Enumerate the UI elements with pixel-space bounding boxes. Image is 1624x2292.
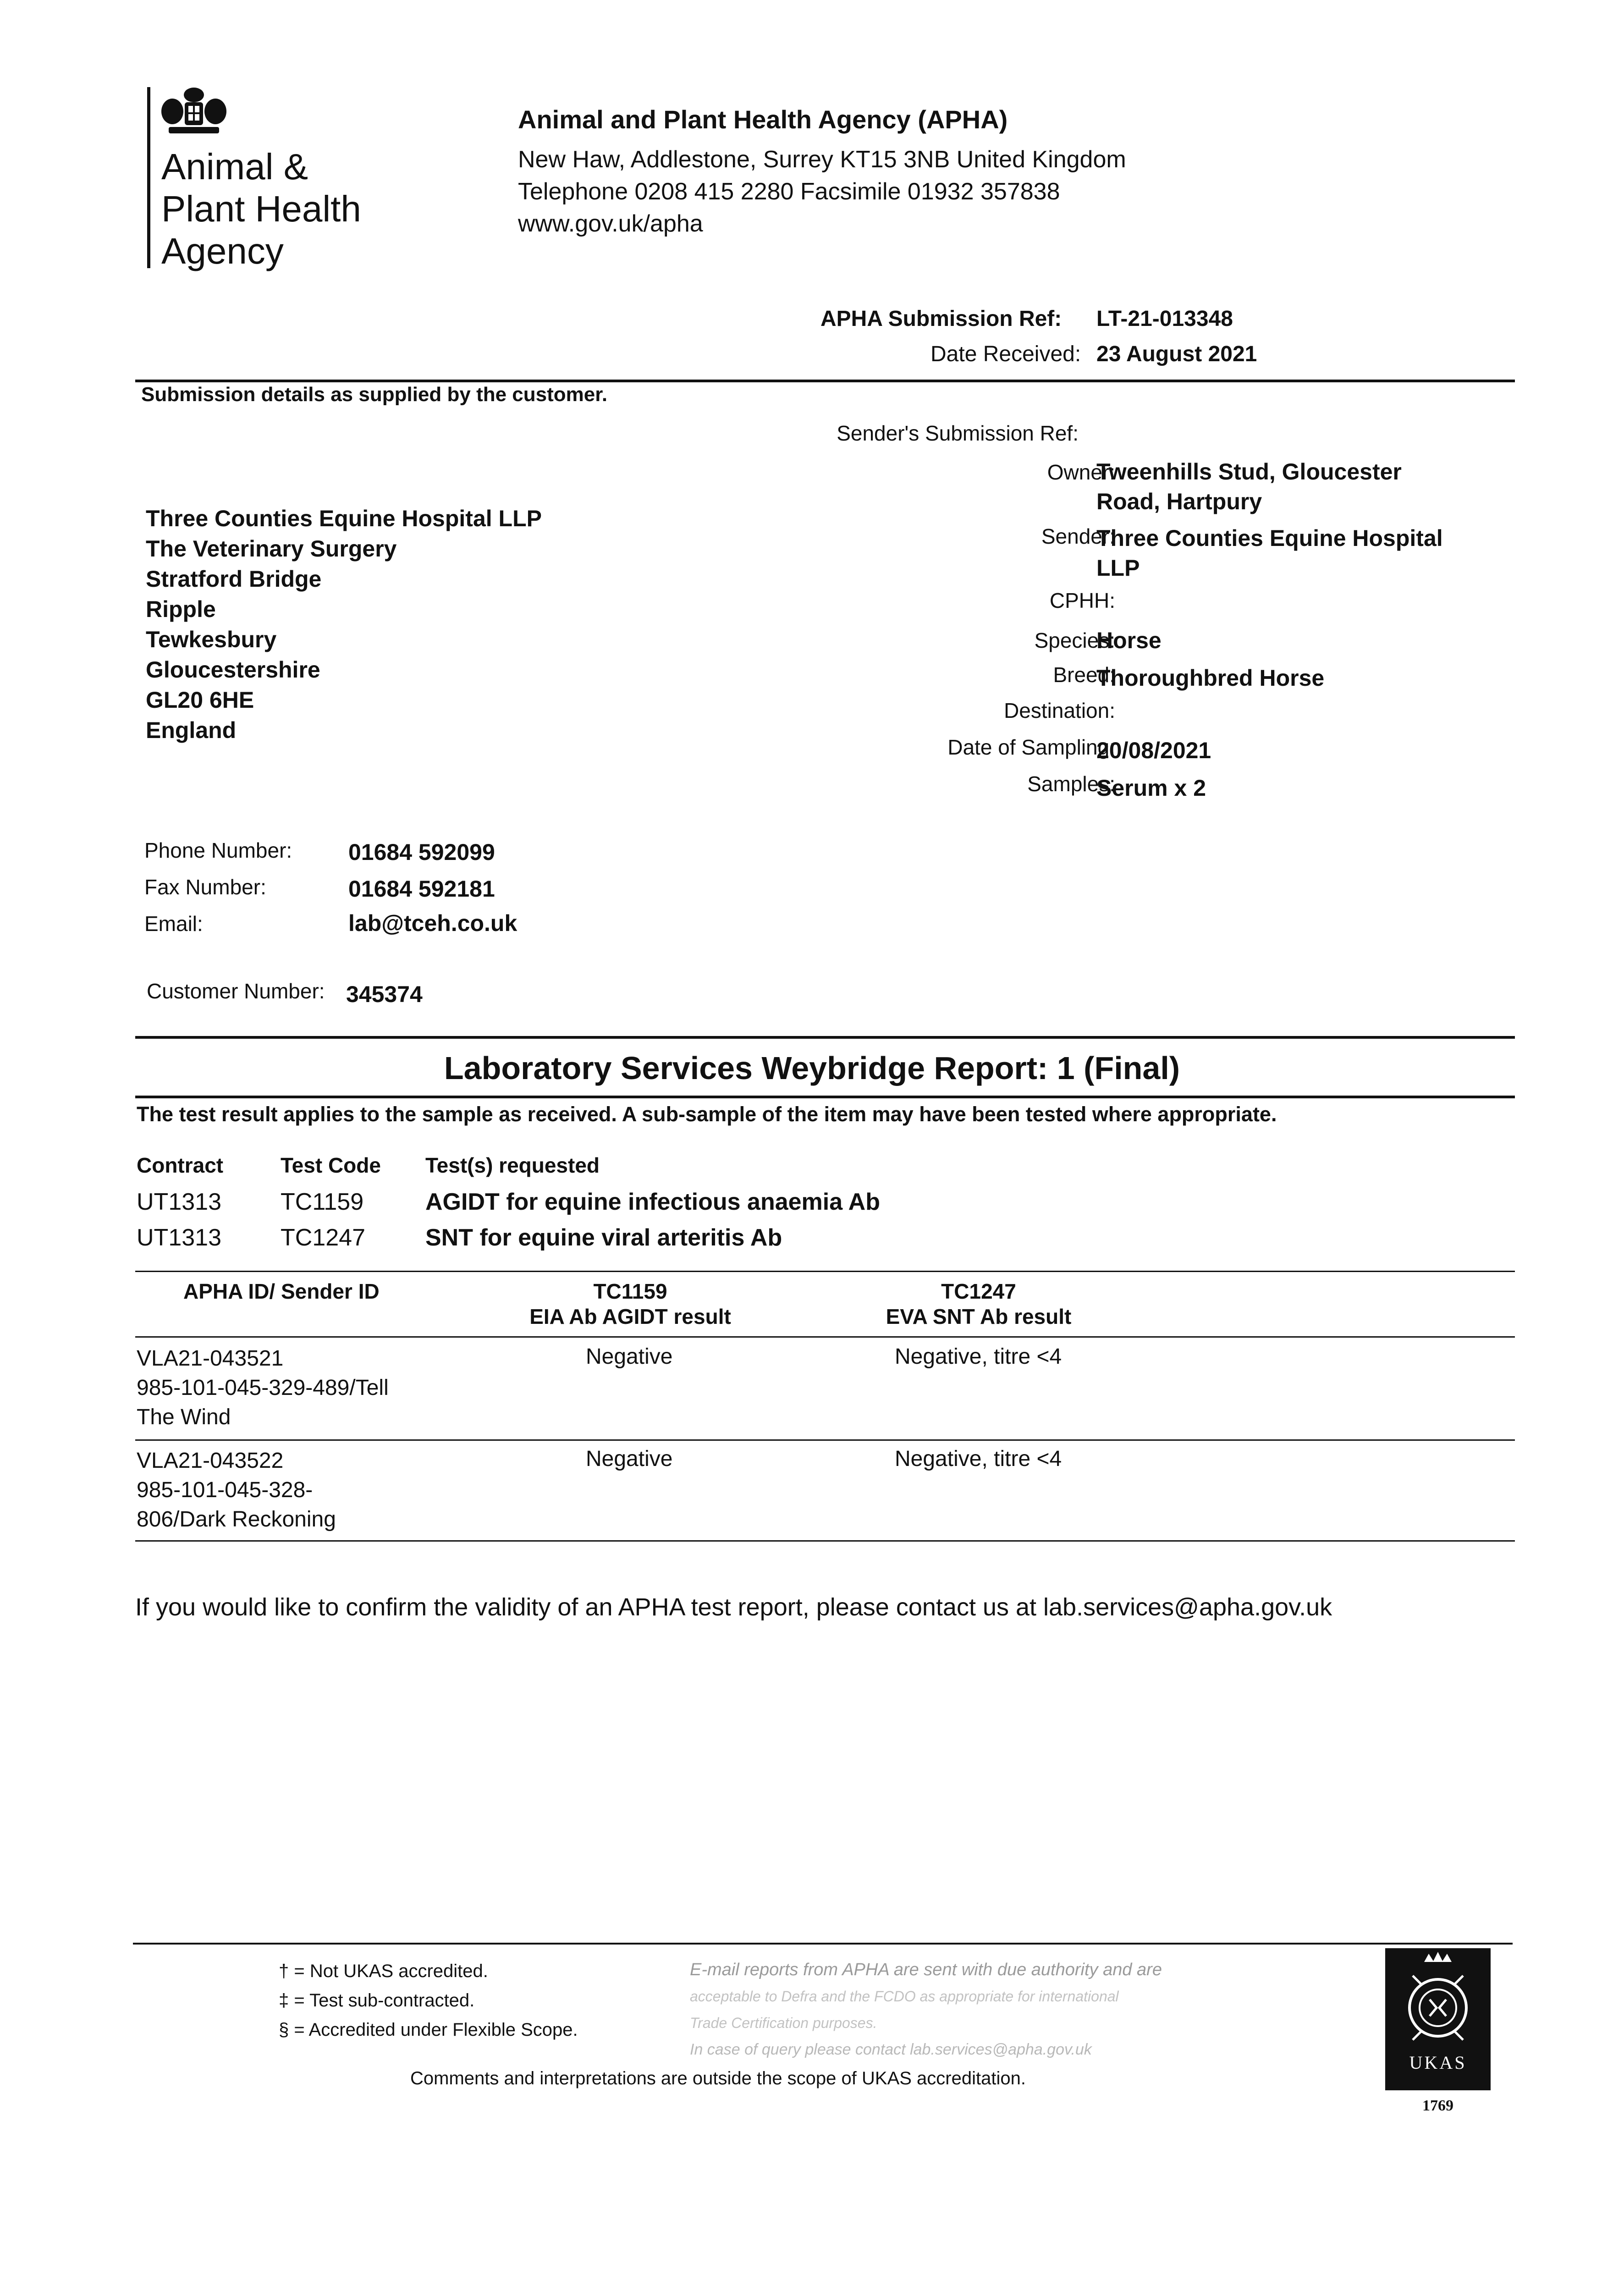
result-eva: Negative, titre <4 [895, 1447, 1062, 1471]
samples-value: Serum x 2 [1096, 775, 1206, 801]
test-code: TC1247 [281, 1224, 365, 1251]
cphh-label: CPHH: [1049, 589, 1115, 612]
address-line: Gloucestershire [146, 657, 320, 683]
submission-details-note: Submission details as supplied by the customer. [141, 383, 608, 406]
sampling-date-label: Date of Sampling: [947, 735, 1115, 759]
fax-value: 01684 592181 [348, 876, 495, 902]
result-id-line: 985-101-045-328- [137, 1478, 313, 1502]
owner-value-line2: Road, Hartpury [1096, 489, 1262, 514]
agency-logo-text [161, 146, 361, 272]
address-line: Three Counties Equine Hospital LLP [146, 506, 542, 531]
comments-note: Comments and interpretations are outside the scope of UKAS accreditation. [410, 2068, 1026, 2088]
address-line: Ripple [146, 596, 216, 622]
customer-address [146, 503, 542, 745]
result-eva: Negative, titre <4 [895, 1344, 1062, 1369]
tests-header-code: Test Code [281, 1153, 381, 1177]
email-value: lab@tceh.co.uk [348, 910, 517, 936]
samples-label: Samples: [1027, 772, 1115, 796]
sampling-date-value: 20/08/2021 [1096, 738, 1211, 763]
results-top-rule [135, 1271, 1515, 1272]
phone-label: Phone Number: [144, 838, 292, 862]
logo-divider-bar [147, 87, 150, 268]
owner-label: Owner: [1047, 460, 1115, 484]
report-top-divider [135, 1036, 1515, 1039]
test-name: SNT for equine viral arteritis Ab [425, 1224, 782, 1251]
agency-phones: Telephone 0208 415 2280 Facsimile 01932 357838 [518, 178, 1060, 205]
email-label: Email: [144, 912, 203, 936]
footer-divider [133, 1943, 1513, 1945]
results-header-col1-name: EIA Ab AGIDT result [529, 1305, 731, 1328]
phone-value: 01684 592099 [348, 839, 495, 865]
tests-header-name: Test(s) requested [425, 1153, 600, 1177]
test-code: TC1159 [281, 1189, 364, 1215]
note-line: In case of query please contact lab.services@apha.gov.uk [690, 2041, 1092, 2058]
owner-value-line1: Tweenhills Stud, Gloucester [1096, 459, 1402, 485]
submission-ref-label: APHA Submission Ref: [820, 307, 1062, 331]
footer-legend [279, 1956, 578, 2044]
results-header-col2-code: TC1247 [941, 1279, 1016, 1303]
species-value: Horse [1096, 628, 1162, 653]
address-line: England [146, 717, 237, 743]
destination-label: Destination: [1004, 699, 1115, 722]
result-id-line: 985-101-045-329-489/Tell [137, 1376, 389, 1400]
note-line: E-mail reports from APHA are sent with due authority and are [690, 1960, 1162, 1979]
validity-note: If you would like to confirm the validity of an APHA test report, please contact us at lab.services@apha.gov.uk [135, 1593, 1332, 1621]
ukas-label: UKAS [1409, 2052, 1467, 2073]
result-id-line: 806/Dark Reckoning [137, 1507, 336, 1532]
note-line: acceptable to Defra and the FCDO as appropriate for international [690, 1988, 1119, 2005]
header-divider [135, 380, 1515, 382]
date-received-value: 23 August 2021 [1096, 342, 1257, 366]
legend-line: ‡ = Test sub-contracted. [279, 1990, 475, 2011]
results-header-col1-code: TC1159 [593, 1279, 667, 1303]
test-contract: UT1313 [137, 1224, 221, 1251]
results-header-id: APHA ID/ Sender ID [183, 1279, 380, 1303]
result-id-line: VLA21-043521 [137, 1346, 284, 1371]
breed-value: Thoroughbred Horse [1096, 665, 1325, 691]
fax-label: Fax Number: [144, 875, 266, 899]
logo-line: Agency [161, 231, 284, 271]
species-label: Species: [1034, 628, 1115, 652]
table-row [137, 1446, 336, 1534]
address-line: Tewkesbury [146, 627, 277, 652]
email-authority-note [690, 1956, 1162, 2063]
note-line: Trade Certification purposes. [690, 2015, 877, 2031]
logo-line: Plant Health [161, 188, 361, 229]
sender-value-line1: Three Counties Equine Hospital [1096, 525, 1443, 551]
results-header-rule [135, 1336, 1515, 1338]
sender-value-line2: LLP [1096, 555, 1140, 581]
report-disclaimer: The test result applies to the sample as received. A sub-sample of the item may have been tested where appropriate. [137, 1102, 1277, 1126]
report-title: Laboratory Services Weybridge Report: 1 (Final) [444, 1050, 1180, 1086]
agency-name: Animal and Plant Health Agency (APHA) [518, 105, 1008, 134]
logo-line: Animal & [161, 146, 308, 187]
report-title-divider [135, 1096, 1515, 1098]
breed-label: Breed: [1053, 663, 1115, 687]
result-id-line: VLA21-043522 [137, 1449, 284, 1473]
result-eia: Negative [586, 1447, 673, 1471]
tests-header-contract: Contract [137, 1153, 224, 1177]
ukas-mark [1385, 1948, 1491, 2090]
date-received-label: Date Received: [930, 342, 1081, 366]
row-divider [135, 1439, 1515, 1441]
address-line: Stratford Bridge [146, 566, 322, 592]
legend-line: † = Not UKAS accredited. [279, 1961, 488, 1981]
agency-address: New Haw, Addlestone, Surrey KT15 3NB United Kingdom [518, 146, 1126, 173]
test-name: AGIDT for equine infectious anaemia Ab [425, 1189, 880, 1215]
test-contract: UT1313 [137, 1189, 221, 1215]
ukas-number: 1769 [1422, 2097, 1453, 2114]
address-line: The Veterinary Surgery [146, 536, 397, 562]
legend-line: § = Accredited under Flexible Scope. [279, 2020, 578, 2040]
results-header-col2-name: EVA SNT Ab result [886, 1305, 1072, 1328]
table-row [137, 1344, 389, 1432]
customer-number-label: Customer Number: [147, 979, 325, 1003]
royal-crest-icon [160, 85, 228, 138]
submission-ref-value: LT-21-013348 [1096, 307, 1233, 331]
ukas-crown-icon [1385, 1948, 1491, 2054]
results-bottom-rule [135, 1540, 1515, 1542]
result-eia: Negative [586, 1344, 673, 1369]
agency-website: www.gov.uk/apha [518, 210, 703, 237]
customer-number-value: 345374 [346, 981, 423, 1007]
address-line: GL20 6HE [146, 687, 254, 713]
senders-ref-label: Sender's Submission Ref: [837, 421, 1079, 445]
result-id-line: The Wind [137, 1405, 231, 1429]
sender-label: Sender: [1041, 524, 1115, 548]
